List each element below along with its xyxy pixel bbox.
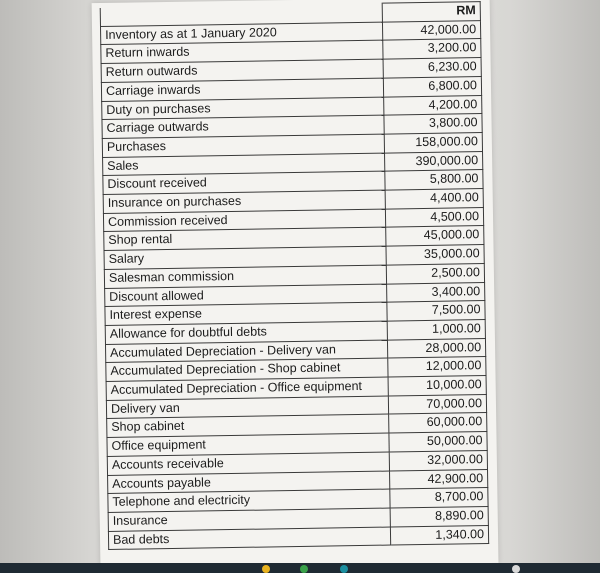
account-name-cell: Delivery van bbox=[106, 396, 388, 419]
account-name-cell: Insurance on purchases bbox=[103, 190, 385, 213]
white-app-icon[interactable] bbox=[512, 565, 520, 573]
trial-balance-sheet bbox=[92, 0, 499, 569]
amount-cell: 7,500.00 bbox=[387, 301, 485, 321]
account-name-cell: Return inwards bbox=[101, 41, 383, 64]
amount-cell: 28,000.00 bbox=[387, 338, 485, 358]
account-name-cell: Commission received bbox=[103, 209, 385, 232]
amount-cell: 1,000.00 bbox=[387, 319, 485, 339]
account-name-cell: Sales bbox=[103, 153, 385, 176]
amount-cell: 35,000.00 bbox=[386, 245, 484, 265]
amount-cell: 6,230.00 bbox=[383, 58, 481, 78]
account-name-cell: Bad debts bbox=[108, 527, 390, 550]
taskbar bbox=[0, 563, 600, 573]
yellow-app-icon[interactable] bbox=[262, 565, 270, 573]
amount-cell: 8,700.00 bbox=[390, 488, 488, 508]
account-name-cell: Accumulated Depreciation - Shop cabinet bbox=[106, 358, 388, 381]
amount-cell: 10,000.00 bbox=[388, 376, 486, 396]
account-name-cell: Discount allowed bbox=[105, 284, 387, 307]
account-name-cell: Shop cabinet bbox=[107, 415, 389, 438]
account-name-cell: Accumulated Depreciation - Delivery van bbox=[105, 340, 387, 363]
account-name-cell: Office equipment bbox=[107, 433, 389, 456]
account-name-cell: Discount received bbox=[103, 171, 385, 194]
amount-cell: 1,340.00 bbox=[390, 525, 488, 545]
amount-cell: 32,000.00 bbox=[389, 450, 487, 470]
amount-cell: 4,500.00 bbox=[385, 207, 483, 227]
amount-cell: 5,800.00 bbox=[385, 170, 483, 190]
amount-cell: 4,400.00 bbox=[385, 189, 483, 209]
account-name-cell: Accounts payable bbox=[108, 471, 390, 494]
amount-cell: 158,000.00 bbox=[384, 132, 482, 152]
amount-cell: 60,000.00 bbox=[389, 413, 487, 433]
amount-cell: 70,000.00 bbox=[388, 394, 486, 414]
account-name-cell: Duty on purchases bbox=[102, 97, 384, 120]
trial-balance-table bbox=[100, 1, 489, 550]
account-name-cell: Accumulated Depreciation - Office equipment bbox=[106, 377, 388, 400]
account-name-cell: Accounts receivable bbox=[107, 452, 389, 475]
account-name-cell: Carriage outwards bbox=[102, 115, 384, 138]
amount-cell: 50,000.00 bbox=[389, 432, 487, 452]
account-name-cell: Shop rental bbox=[104, 228, 386, 251]
account-name-cell: Carriage inwards bbox=[101, 78, 383, 101]
green-app-icon[interactable] bbox=[300, 565, 308, 573]
amount-cell: 12,000.00 bbox=[388, 357, 486, 377]
amount-cell: 2,500.00 bbox=[386, 263, 484, 283]
account-name-cell: Allowance for doubtful debts bbox=[105, 321, 387, 344]
account-name-cell: Salesman commission bbox=[104, 265, 386, 288]
amount-column-header: RM bbox=[382, 2, 480, 22]
amount-cell: 6,800.00 bbox=[383, 76, 481, 96]
account-name-cell: Insurance bbox=[108, 508, 390, 531]
account-name-cell: Interest expense bbox=[105, 302, 387, 325]
amount-cell: 8,890.00 bbox=[390, 506, 488, 526]
amount-cell: 4,200.00 bbox=[384, 95, 482, 115]
teal-app-icon[interactable] bbox=[340, 565, 348, 573]
amount-cell: 3,400.00 bbox=[387, 282, 485, 302]
amount-cell: 45,000.00 bbox=[386, 226, 484, 246]
account-name-cell: Purchases bbox=[102, 134, 384, 157]
account-name-cell: Salary bbox=[104, 246, 386, 269]
account-name-cell: Return outwards bbox=[101, 59, 383, 82]
amount-cell: 42,900.00 bbox=[390, 469, 488, 489]
amount-cell: 390,000.00 bbox=[385, 151, 483, 171]
account-name-cell: Inventory as at 1 January 2020 bbox=[100, 22, 382, 45]
amount-cell: 42,000.00 bbox=[382, 20, 480, 40]
amount-cell: 3,800.00 bbox=[384, 114, 482, 134]
account-name-cell: Telephone and electricity bbox=[108, 489, 390, 512]
amount-cell: 3,200.00 bbox=[383, 39, 481, 59]
